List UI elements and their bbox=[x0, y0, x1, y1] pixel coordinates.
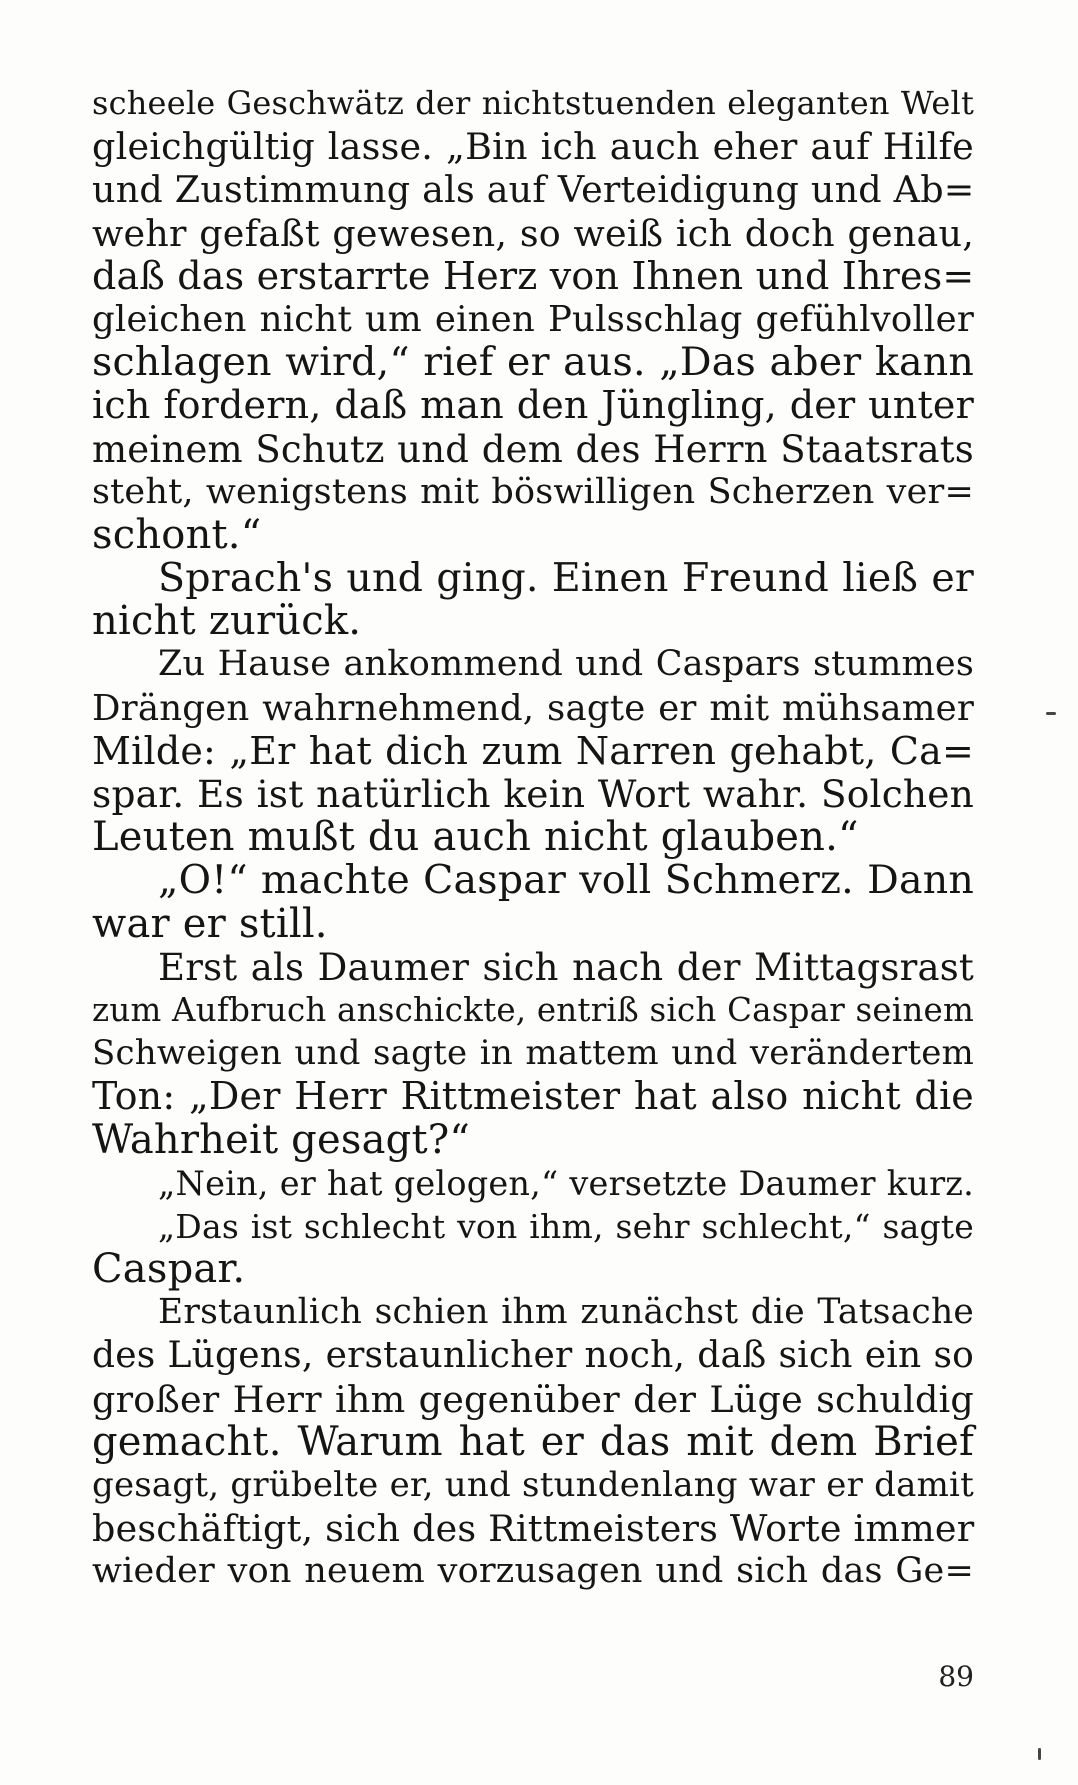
text-line: gemacht. Warum hat er das mit dem Brief bbox=[92, 1418, 974, 1465]
text-line: und Zustimmung als auf Verteidigung und Ab= bbox=[92, 168, 975, 212]
text-line: beschäftigt, sich des Rittmeisters Worte immer bbox=[92, 1507, 975, 1551]
text-line: gleichen nicht um einen Pulsschlag gefühlvoller bbox=[92, 298, 974, 340]
text-line: des Lügens, erstaunlicher noch, daß sich ein so bbox=[92, 1335, 974, 1377]
text-line: wieder von neuem vorzusagen und sich das Ge= bbox=[92, 1551, 974, 1592]
print-speck bbox=[1038, 1748, 1041, 1760]
text-line: gesagt, grübelte er, und stundenlang war er damit bbox=[92, 1465, 974, 1505]
text-line: meinem Schutz und dem des Herrn Staatsrats bbox=[92, 427, 974, 471]
page-number: 89 bbox=[938, 1660, 974, 1693]
text-line: war er still. bbox=[92, 900, 328, 947]
text-line: Drängen wahrnehmend, sagte er mit mühsamer bbox=[92, 687, 974, 729]
text-line: Schweigen und sagte in mattem und verändertem bbox=[92, 1033, 974, 1074]
text-line: Leuten mußt du auch nicht glauben.“ bbox=[92, 814, 859, 861]
text-line: Erst als Daumer sich nach der Mittagsrast bbox=[158, 945, 974, 989]
text-line: „Nein, er hat gelogen,“ versetzte Daumer kurz. bbox=[158, 1163, 974, 1203]
text-line: daß das erstarrte Herz von Ihnen und Ihres= bbox=[92, 253, 975, 298]
text-line: zum Aufbruch anschickte, entriß sich Caspar seinem bbox=[92, 990, 974, 1029]
text-line: Erstaunlich schien ihm zunächst die Tatsache bbox=[158, 1292, 974, 1333]
text-line: Sprach's und ging. Einen Freund ließ er bbox=[158, 555, 974, 602]
text-line: schlagen wird,“ rief er aus. „Das aber kann bbox=[92, 339, 974, 386]
text-line: wehr gefaßt gewesen, so weiß ich doch genau, bbox=[92, 211, 974, 255]
text-line: Zu Hause ankommend und Caspars stummes bbox=[158, 644, 974, 685]
text-line: Caspar. bbox=[92, 1246, 246, 1293]
text-line: spar. Es ist natürlich kein Wort wahr. Solchen bbox=[92, 772, 974, 816]
body-text bbox=[92, 82, 974, 1594]
text-line: Ton: „Der Herr Rittmeister hat also nicht die bbox=[92, 1074, 974, 1119]
text-line: schont.“ bbox=[92, 511, 262, 558]
print-speck bbox=[1046, 712, 1056, 715]
text-line: Milde: „Er hat dich zum Narren gehabt, Ca= bbox=[92, 728, 974, 773]
text-line: „Das ist schlecht von ihm, sehr schlecht,“ sagte bbox=[158, 1206, 974, 1246]
text-line: scheele Geschwätz der nichtstuenden eleganten Welt bbox=[92, 84, 974, 122]
text-line: gleichgültig lasse. „Bin ich auch eher auf Hilfe bbox=[92, 125, 974, 169]
text-line: „O!“ machte Caspar voll Schmerz. Dann bbox=[158, 857, 974, 904]
text-line: ich fordern, daß man den Jüngling, der unter bbox=[92, 383, 974, 428]
text-line: Wahrheit gesagt?“ bbox=[92, 1116, 471, 1163]
text-line: nicht zurück. bbox=[92, 598, 362, 645]
text-line: steht, wenigstens mit böswilligen Scherzen ver= bbox=[92, 471, 974, 512]
text-line: großer Herr ihm gegenüber der Lüge schuldig bbox=[92, 1377, 974, 1421]
